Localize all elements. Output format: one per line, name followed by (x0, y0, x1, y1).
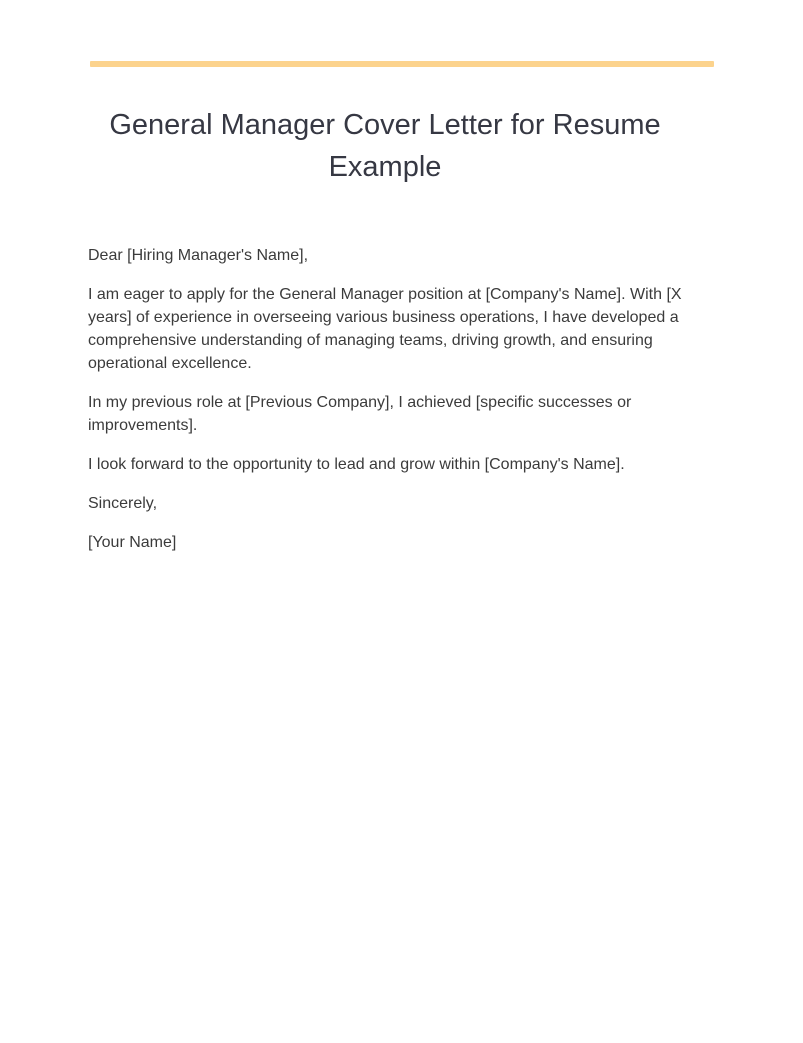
signature: [Your Name] (88, 534, 177, 551)
paragraph-intro: I am eager to apply for the General Manager position at [Company's Name]. With [X years] of experience in overseeing various business operations, I have developed a comprehensive understanding of managing teams, driving growth, and ensuring operational excellence. (88, 286, 682, 372)
paragraph-achievements: In my previous role at [Previous Company], I achieved [specific successes or improvements]. (88, 394, 632, 434)
paragraph-closing: I look forward to the opportunity to lead and grow within [Company's Name]. (88, 456, 625, 473)
salutation: Dear [Hiring Manager's Name], (88, 247, 309, 264)
page-title: General Manager Cover Letter for Resume Example (109, 109, 661, 183)
accent-bar (90, 61, 714, 67)
closing: Sincerely, (88, 495, 158, 512)
letter-body (88, 244, 708, 570)
